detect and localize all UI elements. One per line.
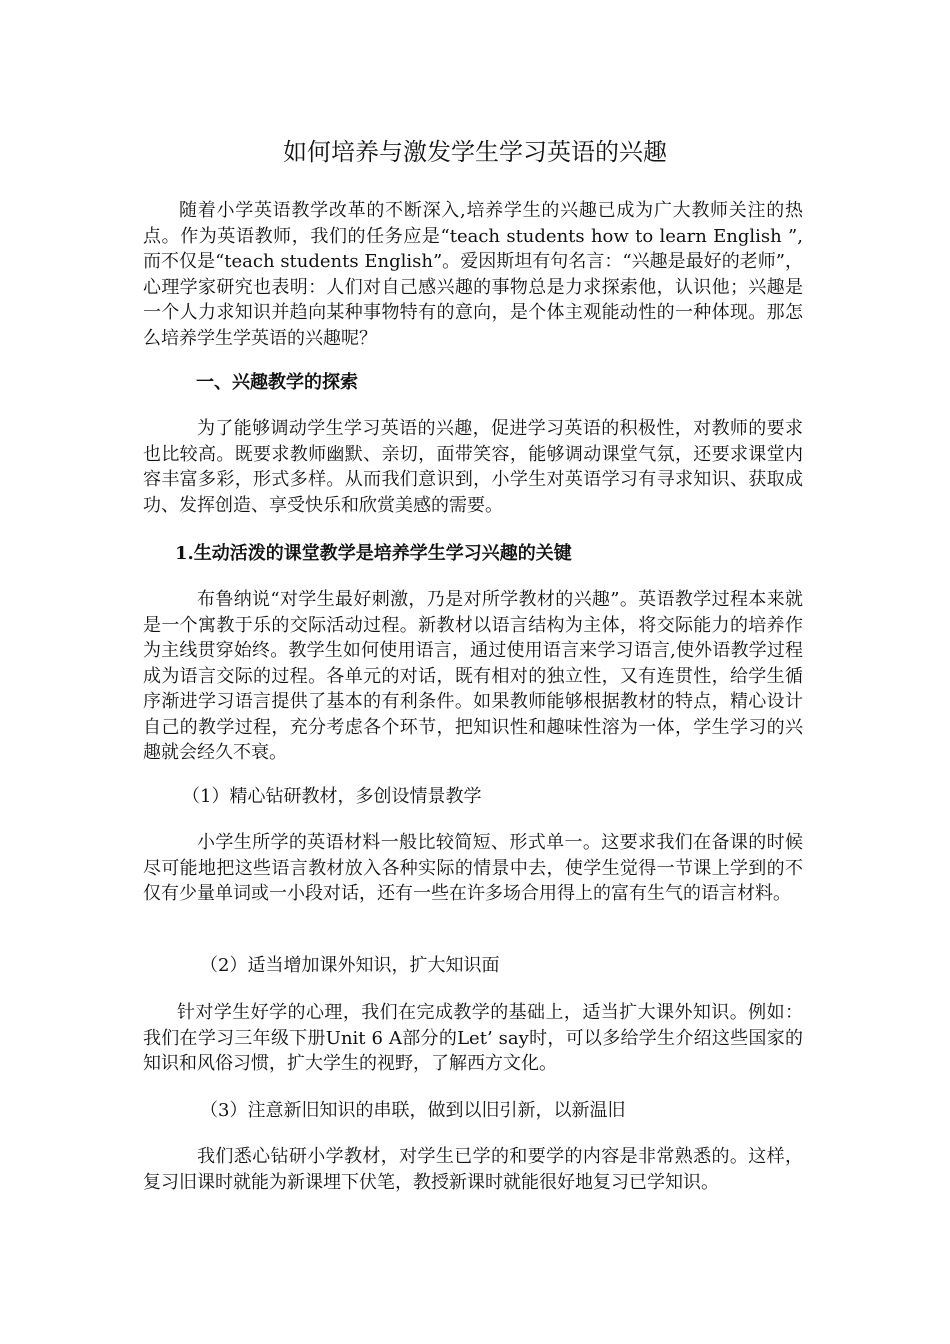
subsection-heading-1: 1.生动活泼的课堂教学是培养学生学习兴趣的关键 <box>175 543 572 564</box>
paragraph-intro: 随着小学英语教学改革的不断深入,培养学生的兴趣已成为广大教师关注的热点。作为英语教师，我们的任务应是“teach students how to learn English ”,而不仅是“teach students English”。爱因斯坦有句名言：“兴趣是最好的老师”，心理学家研究也表明：人们对自己感兴趣的事物总是力求探索他，认识他；兴趣是一个人力求知识并趋向某种事物特有的意向，是个体主观能动性的一种体现。那怎么培养学生学英语的兴趣呢？ <box>143 200 803 349</box>
item-heading-1: （1）精心钻研教材，多创设情景教学 <box>182 786 482 807</box>
paragraph-subsection-1: 布鲁纳说“对学生最好刺激，乃是对所学教材的兴趣”。英语教学过程本来就是一个寓教于乐的交际活动过程。新教材以语言结构为主体，将交际能力的培养作为主线贯穿始终。教学生如何使用语言，通过使用语言来学习语言,使外语教学过程成为语言交际的过程。各单元的对话，既有相对的独立性，又有连贯性，给学生循序渐进学习语言提供了基本的有利条件。如果教师能够根据教材的特点，精心设计自己的教学过程，充分考虑各个环节，把知识性和趣味性溶为一体，学生学习的兴趣就会经久不衰。 <box>143 589 803 763</box>
page-title: 如何培养与激发学生学习英语的兴趣 <box>283 138 667 166</box>
item-heading-2: （2）适当增加课外知识，扩大知识面 <box>200 955 500 976</box>
section-heading-1: 一、兴趣教学的探索 <box>196 372 358 393</box>
item-heading-3: （3）注意新旧知识的串联，做到以旧引新，以新温旧 <box>200 1100 626 1121</box>
paragraph-section-1: 为了能够调动学生学习英语的兴趣，促进学习英语的积极性，对教师的要求也比较高。既要求教师幽默、亲切，面带笑容，能够调动课堂气氛，还要求课堂内容丰富多彩，形式多样。从而我们意识到，小学生对英语学习有寻求知识、获取成功、发挥创造、享受快乐和欣赏美感的需要。 <box>143 418 803 516</box>
paragraph-item-3: 我们悉心钻研小学教材，对学生已学的和要学的内容是非常熟悉的。这样，复习旧课时就能为新课埋下伏笔，教授新课时就能很好地复习已学知识。 <box>143 1146 803 1193</box>
paragraph-item-1: 小学生所学的英语材料一般比较简短、形式单一。这要求我们在备课的时候尽可能地把这些语言教材放入各种实际的情景中去，使学生觉得一节课上学到的不仅有少量单词或一小段对话，还有一些在许多场合用得上的富有生气的语言材料。 <box>143 832 803 904</box>
paragraph-item-2: 针对学生好学的心理，我们在完成教学的基础上，适当扩大课外知识。例如：我们在学习三年级下册Unit 6 A部分的Let’ say时，可以多给学生介绍这些国家的知识和风俗习惯，扩大学生的视野，了解西方文化。 <box>143 1002 803 1074</box>
